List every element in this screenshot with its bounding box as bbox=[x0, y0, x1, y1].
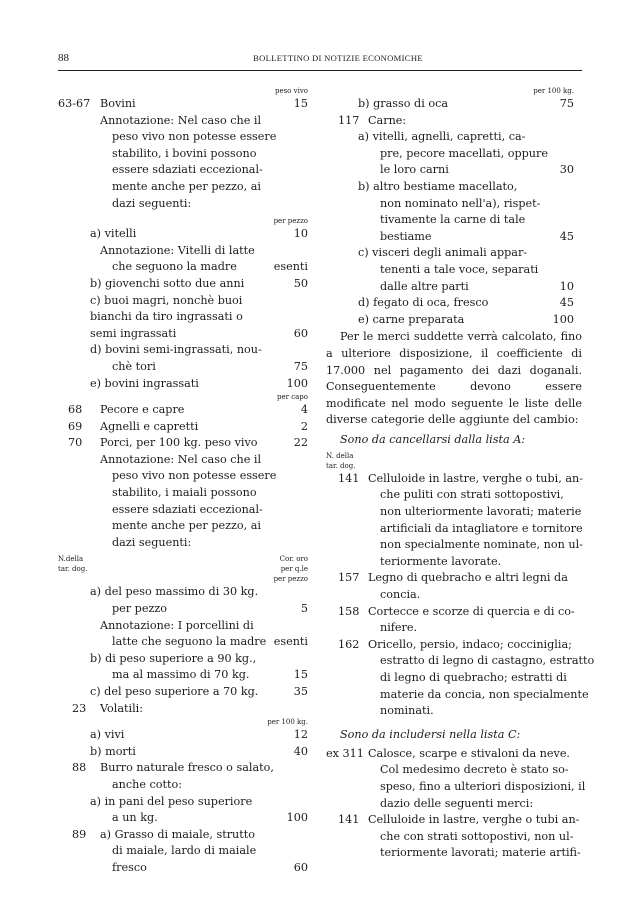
tariff-subentry: e) bovini ingrassati 100 bbox=[90, 376, 308, 390]
tariff-subentry: d) bovini semi-ingrassati, nou- bbox=[90, 343, 262, 357]
list-entry: 141 Celluloide in lastre, verghe o tubi an- bbox=[338, 813, 580, 827]
tariff-subentry: bianchi da tiro ingrassati o bbox=[90, 310, 243, 324]
col-header: per capo bbox=[277, 393, 308, 402]
col-header: per pezzo bbox=[273, 575, 308, 584]
tariff-subentry: fresco 60 bbox=[112, 860, 308, 874]
tariff-subentry: c) visceri degli animali appar- bbox=[358, 246, 528, 260]
tariff-entry: 89 a) Grasso di maiale, strutto bbox=[72, 827, 255, 841]
header-rule bbox=[58, 70, 582, 71]
tariff-subentry: e) carne preparata 100 bbox=[358, 312, 574, 326]
tariff-subentry: c) buoi magri, nonchè buoi bbox=[90, 293, 243, 307]
tariff-subentry: a) del peso massimo di 30 kg. bbox=[90, 585, 259, 599]
list-entry: teriormente lavorate. bbox=[380, 554, 502, 568]
tariff-subentry: a) vivi 12 bbox=[90, 728, 308, 742]
annotation-line: stabilito, i maiali possono bbox=[112, 486, 257, 500]
annotation-line: Annotazione: Nel caso che il bbox=[100, 113, 262, 127]
annotation-line: Annotazione: Nel caso che il bbox=[100, 452, 262, 466]
list-entry: che puliti con strati sottopostivi, bbox=[380, 488, 564, 502]
col-header: tar. dog. bbox=[326, 461, 356, 470]
list-entry: concia. bbox=[380, 588, 421, 602]
tariff-subentry: semi ingrassati 60 bbox=[90, 326, 308, 340]
annotation-line: peso vivo non potesse essere bbox=[112, 130, 277, 144]
tariff-subentry: c) del peso superiore a 70 kg. 35 bbox=[90, 685, 308, 698]
tariff-entry: 70 Porci, per 100 kg. peso vivo 22 bbox=[68, 436, 308, 450]
tariff-subentry: ma al massimo di 70 kg. 15 bbox=[112, 668, 308, 682]
list-entry: materie da concia, non specialmente bbox=[380, 687, 589, 701]
tariff-subentry: b) grasso di oca 75 bbox=[358, 97, 574, 110]
annotation-line: che seguono la madre esenti bbox=[112, 260, 308, 274]
tariff-subentry: d) fegato di oca, fresco 45 bbox=[358, 296, 574, 310]
annotation-line: dazi seguenti: bbox=[112, 196, 192, 210]
list-entry: Col medesimo decreto è stato so- bbox=[380, 763, 569, 777]
tariff-subentry: non nominato nell'a), rispet- bbox=[380, 196, 541, 210]
tariff-subentry: tenenti a tale voce, separati bbox=[380, 262, 539, 276]
tariff-entry: 63-67 Bovini 15 bbox=[58, 97, 308, 110]
list-entry: nifere. bbox=[380, 621, 418, 635]
col-header: per 100 kg. bbox=[267, 718, 308, 727]
tariff-subentry: per pezzo 5 bbox=[112, 602, 308, 616]
list-entry: 162 Oricello, persio, indaco; cocciniglia; bbox=[338, 637, 572, 651]
list-entry: ex 311 Calosce, scarpe e stivaloni da neve. bbox=[326, 746, 570, 760]
tariff-subentry: a un kg. 100 bbox=[112, 811, 308, 825]
list-entry: non specialmente nominate, non ul- bbox=[380, 538, 583, 552]
annotation-line: essere sdaziati eccezional- bbox=[112, 163, 263, 177]
list-entry: non ulteriormente lavorati; materie bbox=[380, 505, 582, 519]
list-entry: estratto di legno di castagno, estratto bbox=[380, 654, 595, 668]
tariff-subentry: bestiame 45 bbox=[380, 229, 574, 243]
page-header bbox=[58, 52, 582, 66]
list-entry: 157 Legno di quebracho e altri legni da bbox=[338, 571, 568, 585]
left-column bbox=[58, 86, 316, 877]
tariff-subentry: pre, pecore macellati, oppure bbox=[380, 146, 548, 160]
tariff-entry: 23 Volatili: bbox=[72, 701, 144, 715]
col-header: N.della Cor. oro bbox=[58, 555, 308, 564]
list-entry: speso, fino a ulteriori disposizioni, il bbox=[380, 779, 586, 793]
tariff-subentry: a) vitelli, agnelli, capretti, ca- bbox=[358, 130, 526, 144]
col-header: per 100 kg. bbox=[533, 87, 574, 95]
tariff-entry: 68 Pecore e capre 4 bbox=[68, 403, 308, 417]
tariff-subentry: di maiale, lardo di maiale bbox=[112, 844, 257, 858]
tariff-subentry: b) di peso superiore a 90 kg., bbox=[90, 651, 257, 665]
section-heading: Sono da cancellarsi dalla lista A: bbox=[340, 432, 526, 446]
tariff-subentry: b) morti 40 bbox=[90, 744, 308, 758]
annotation-line: essere sdaziati eccezional- bbox=[112, 502, 263, 516]
col-header: N. della bbox=[326, 451, 354, 460]
tariff-entry: anche cotto: bbox=[112, 777, 183, 791]
annotation-line: mente anche per pezzo, ai bbox=[112, 179, 261, 193]
annotation-line: dazi seguenti: bbox=[112, 535, 192, 549]
page-number: 88 bbox=[58, 52, 69, 64]
section-heading: Sono da includersi nella lista C: bbox=[340, 727, 521, 741]
annotation-line: mente anche per pezzo, ai bbox=[112, 519, 261, 533]
tariff-subentry: tivamente la carne di tale bbox=[380, 213, 526, 227]
list-entry: di legno di quebracho; estratti di bbox=[380, 671, 567, 684]
running-head: BOLLETTINO DI NOTIZIE ECONOMICHE bbox=[253, 53, 423, 63]
col-header: peso vivo bbox=[274, 87, 308, 95]
right-column bbox=[326, 86, 595, 862]
tariff-subentry: b) altro bestiame macellato, bbox=[358, 179, 518, 193]
list-entry: che con strati sottopostivi, non ul- bbox=[380, 829, 574, 843]
tariff-subentry: a) in pani del peso superiore bbox=[90, 794, 253, 808]
annotation-line: Annotazione: Vitelli di latte bbox=[100, 243, 255, 257]
list-entry: teriormente lavorati; materie artifi- bbox=[380, 846, 581, 860]
tariff-subentry: dalle altre parti 10 bbox=[380, 279, 574, 293]
tariff-subentry: a) vitelli 10 bbox=[90, 227, 308, 241]
tariff-entry: 69 Agnelli e capretti 2 bbox=[68, 419, 308, 433]
tariff-subentry: b) giovenchi sotto due anni 50 bbox=[90, 276, 308, 290]
list-entry: 158 Cortecce e scorze di quercia e di co- bbox=[338, 604, 575, 618]
annotation-line: peso vivo non potesse essere bbox=[112, 469, 277, 483]
annotation-line: stabilito, i bovini possono bbox=[112, 146, 257, 160]
list-entry: dazio delle seguenti merci: bbox=[380, 796, 534, 810]
list-entry: nominati. bbox=[380, 704, 434, 718]
list-entry: artificiali da intagliatore e tornitore bbox=[380, 521, 583, 535]
col-header: tar. dog. per q.le bbox=[58, 565, 308, 574]
annotation-line: Annotazione: I porcellini di bbox=[100, 618, 254, 632]
tariff-subentry: le loro carni 30 bbox=[380, 163, 574, 177]
tariff-entry: 88 Burro naturale fresco o salato, bbox=[72, 761, 274, 775]
tariff-subentry: chè tori 75 bbox=[112, 359, 308, 373]
col-header: per pezzo bbox=[273, 217, 308, 226]
annotation-line: latte che seguono la madre esenti bbox=[112, 635, 308, 649]
body-paragraph: Per le merci suddette verrà calcolato, fino a ulteriore disposizione, il coefficiente di 17.000 nel pagamento dei dazi doganali. Conseguentemente devono essere modificate nel modo seguente le liste delle diverse categorie delle aggiunte del cambio: bbox=[326, 330, 582, 427]
list-entry: 141 Celluloide in lastre, verghe o tubi, an- bbox=[338, 471, 584, 485]
tariff-entry: 117 Carne: bbox=[338, 113, 407, 127]
